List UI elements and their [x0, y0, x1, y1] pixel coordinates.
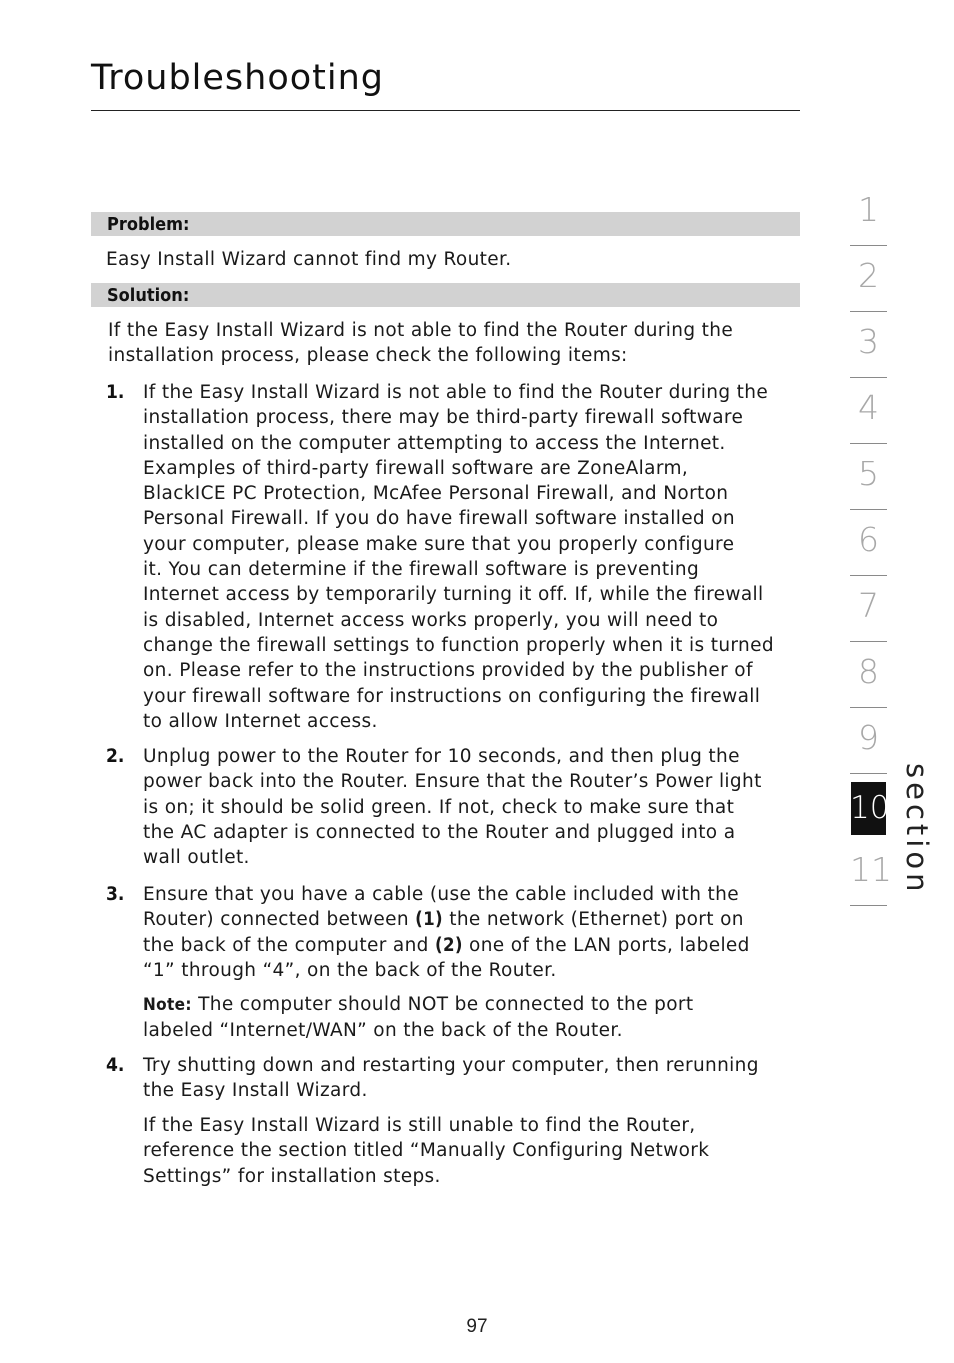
section-tab-11[interactable]: [850, 840, 892, 906]
item-line: is disabled, Internet access works properly, you will need to: [143, 609, 719, 631]
item-number: 1.: [106, 381, 125, 403]
item-line: Router) connected between: [143, 909, 416, 931]
section-tab-2[interactable]: [850, 246, 887, 312]
item-line: it. You can determine if the firewall software is preventing: [143, 559, 700, 581]
item-line: is on; it should be solid green. If not, check to make sure that: [143, 796, 735, 818]
item-1-text: [143, 380, 808, 734]
page-title: Troubleshooting: [91, 58, 385, 98]
section-number: 11: [850, 850, 892, 889]
item-line: installation process, there may be third-party firewall software: [143, 407, 744, 429]
item-4-text: [143, 1053, 808, 1104]
item-line: BlackICE PC Protection, McAfee Personal Firewall, and Norton: [143, 483, 729, 505]
solution-intro-line: installation process, please check the following items:: [108, 345, 628, 367]
item-number: 2.: [106, 745, 125, 767]
section-number: 7: [858, 586, 879, 625]
item-line: the AC adapter is connected to the Router and plugged into a: [143, 821, 736, 843]
item-line: your firewall software for instructions on configuring the firewall: [143, 685, 761, 707]
item-number: 4.: [106, 1054, 125, 1076]
item-line: wall outlet.: [143, 847, 250, 869]
section-number: 4: [858, 388, 879, 427]
item-line: Unplug power to the Router for 10 seconds, and then plug the: [143, 746, 740, 767]
page-number: 97: [466, 1316, 488, 1337]
item-line: Personal Firewall. If you do have firewall software installed on: [143, 508, 735, 530]
section-tab-8[interactable]: [850, 642, 887, 708]
item-line: the back of the computer and: [143, 934, 435, 956]
marker-2: (2): [434, 934, 463, 956]
note-line: labeled “Internet/WAN” on the back of the Router.: [143, 1020, 623, 1042]
solution-intro: [108, 318, 808, 369]
section-number: 9: [858, 718, 879, 757]
note-line: The computer should NOT be connected to the port: [191, 994, 694, 1015]
section-tab-9[interactable]: [850, 708, 887, 774]
item-line: Internet access by temporarily turning it off. If, while the firewall: [143, 584, 764, 606]
section-number: 8: [858, 652, 879, 691]
section-tab-7[interactable]: [850, 576, 887, 642]
section-tab-1[interactable]: [850, 180, 887, 246]
solution-label: Solution:: [107, 285, 190, 306]
item-3-note: [143, 992, 808, 1044]
item-line: “1” through “4”, on the back of the Router.: [143, 959, 557, 981]
item-3-text: [143, 882, 808, 983]
item-line: installed on the computer attempting to access the Internet.: [143, 432, 726, 454]
item-line: on. Please refer to the instructions provided by the publisher of: [143, 660, 753, 682]
section-number: 10: [850, 790, 890, 826]
problem-label: Problem:: [107, 214, 190, 235]
item-line: the Easy Install Wizard.: [143, 1080, 368, 1102]
section-tab-3[interactable]: [850, 312, 887, 378]
item-4-followup: [143, 1113, 808, 1189]
item-line: your computer, please make sure that you properly configure: [143, 533, 735, 555]
item-line: Settings” for installation steps.: [143, 1165, 441, 1187]
item-line: Examples of third-party firewall software are ZoneAlarm,: [143, 457, 689, 479]
solution-heading-band: [91, 283, 800, 307]
problem-text: Easy Install Wizard cannot find my Router.: [106, 249, 512, 270]
section-number: 5: [858, 454, 879, 493]
item-line: change the firewall settings to function properly when it is turned: [143, 634, 774, 656]
item-line: power back into the Router. Ensure that the Router’s Power light: [143, 771, 762, 793]
solution-intro-line: If the Easy Install Wizard is not able to find the Router during the: [108, 320, 734, 341]
problem-heading-band: [91, 212, 800, 236]
item-line: one of the LAN ports, labeled: [462, 934, 750, 956]
item-number: 3.: [106, 883, 125, 905]
section-number: 2: [858, 256, 879, 295]
section-label: section: [900, 763, 934, 896]
item-line: If the Easy Install Wizard is not able to find the Router during the: [143, 382, 769, 403]
section-tab-4[interactable]: [850, 378, 887, 444]
title-divider: [91, 110, 800, 111]
item-2-text: [143, 744, 808, 870]
section-number: 1: [858, 190, 879, 229]
item-line: If the Easy Install Wizard is still unable to find the Router,: [143, 1115, 696, 1136]
section-divider: [850, 905, 887, 906]
section-number: 6: [858, 520, 879, 559]
section-tab-10-active[interactable]: [850, 774, 890, 840]
section-number: 3: [858, 322, 879, 361]
item-line: Ensure that you have a cable (use the cable included with the: [143, 884, 739, 905]
item-line: to allow Internet access.: [143, 710, 378, 732]
note-label: Note:: [143, 995, 192, 1015]
marker-1: (1): [415, 909, 443, 931]
section-tab-5[interactable]: [850, 444, 887, 510]
item-line: reference the section titled “Manually Configuring Network: [143, 1140, 710, 1162]
item-line: the network (Ethernet) port on: [442, 909, 744, 931]
section-tab-6[interactable]: [850, 510, 887, 576]
item-line: Try shutting down and restarting your computer, then rerunning: [143, 1055, 759, 1076]
